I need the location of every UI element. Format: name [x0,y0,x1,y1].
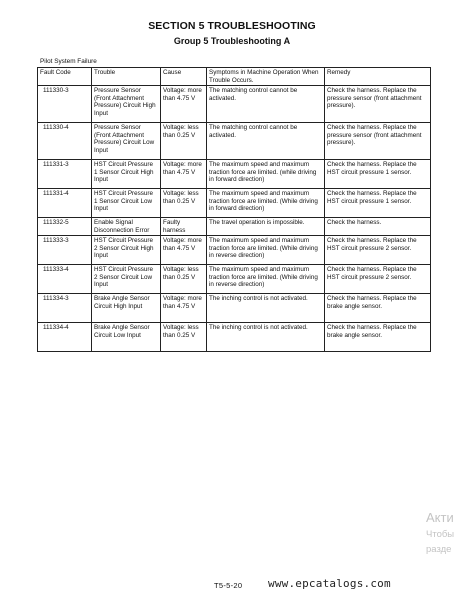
table-row [38,265,431,294]
remedy-cell: Check the harness. Replace the pressure sensor (front attachment pressure). [325,86,431,123]
cause-cell: Faulty harness [161,218,207,236]
fault-code-cell: 111334-3 [38,294,92,323]
trouble-cell: HST Circuit Pressure 1 Sensor Circuit High Input [92,160,161,189]
trouble-cell: Brake Angle Sensor Circuit Low Input [92,323,161,352]
cause-cell: Voltage: less than 0.25 V [161,265,207,294]
header-cause: Cause [161,68,207,86]
remedy-cell: Check the harness. Replace the brake angle sensor. [325,323,431,352]
page-number: T5-5-20 [214,581,243,590]
cause-cell: Voltage: more than 4.75 V [161,86,207,123]
remedy-cell: Check the harness. Replace the brake angle sensor. [325,294,431,323]
table-row [38,123,431,160]
cause-cell: Voltage: less than 0.25 V [161,323,207,352]
os-activation-overlay [426,510,454,555]
trouble-cell: Pressure Sensor (Front Attachment Pressure) Circuit High Input [92,86,161,123]
cause-cell: Voltage: more than 4.75 V [161,160,207,189]
symptoms-cell: The maximum speed and maximum traction force are limited. (While driving in forward direction) [207,189,325,218]
remedy-cell: Check the harness. Replace the HST circuit pressure 1 sensor. [325,160,431,189]
symptoms-cell: The inching control is not activated. [207,323,325,352]
table-row [38,323,431,352]
symptoms-cell: The travel operation is impossible. [207,218,325,236]
symptoms-cell: The matching control cannot be activated. [207,86,325,123]
fault-code-cell: 111331-3 [38,160,92,189]
table-row [38,218,431,236]
fault-code-cell: 111334-4 [38,323,92,352]
symptoms-cell: The maximum speed and maximum traction force are limited. (while driving in forward direction) [207,160,325,189]
trouble-cell: HST Circuit Pressure 2 Sensor Circuit High Input [92,236,161,265]
cause-cell: Voltage: less than 0.25 V [161,123,207,160]
header-symptoms: Symptoms in Machine Operation When Trouble Occurs. [207,68,325,86]
trouble-cell: HST Circuit Pressure 1 Sensor Circuit Low Input [92,189,161,218]
symptoms-cell: The maximum speed and maximum traction force are limited. (While driving in reverse direction) [207,265,325,294]
remedy-cell: Check the harness. Replace the HST circuit pressure 1 sensor. [325,189,431,218]
table-row [38,294,431,323]
table-row [38,189,431,218]
symptoms-cell: The maximum speed and maximum traction force are limited. (While driving in reverse direction) [207,236,325,265]
fault-code-cell: 111333-4 [38,265,92,294]
symptoms-cell: The matching control cannot be activated. [207,123,325,160]
table-header-row [38,68,431,86]
overlay-line-3: разде [426,544,452,555]
remedy-cell: Check the harness. Replace the HST circuit pressure 2 sensor. [325,265,431,294]
trouble-cell: Pressure Sensor (Front Attachment Pressure) Circuit Low Input [92,123,161,160]
fault-code-cell: 111332-5 [38,218,92,236]
remedy-cell: Check the harness. Replace the pressure sensor (front attachment pressure). [325,123,431,160]
fault-code-table [37,67,431,352]
trouble-cell: HST Circuit Pressure 2 Sensor Circuit Low Input [92,265,161,294]
header-remedy: Remedy [325,68,431,86]
watermark-url: www.epcatalogs.com [268,577,391,590]
table-row [38,160,431,189]
header-trouble: Trouble [92,68,161,86]
section-title: SECTION 5 TROUBLESHOOTING [148,20,316,32]
table-title: Pilot System Failure [40,58,97,65]
remedy-cell: Check the harness. Replace the HST circuit pressure 2 sensor. [325,236,431,265]
fault-code-cell: 111331-4 [38,189,92,218]
cause-cell: Voltage: more than 4.75 V [161,294,207,323]
cause-cell: Voltage: more than 4.75 V [161,236,207,265]
remedy-cell: Check the harness. [325,218,431,236]
symptoms-cell: The inching control is not activated. [207,294,325,323]
trouble-cell: Brake Angle Sensor Circuit High Input [92,294,161,323]
overlay-line-2: Чтобы [426,529,455,540]
cause-cell: Voltage: less than 0.25 V [161,189,207,218]
overlay-line-1: Акти [426,510,454,525]
group-title: Group 5 Troubleshooting A [173,36,291,46]
fault-code-cell: 111330-3 [38,86,92,123]
trouble-cell: Enable Signal Disconnection Error [92,218,161,236]
table-row [38,86,431,123]
table-row [38,236,431,265]
header-fault-code: Fault Code [38,68,92,86]
fault-code-cell: 111333-3 [38,236,92,265]
fault-code-cell: 111330-4 [38,123,92,160]
